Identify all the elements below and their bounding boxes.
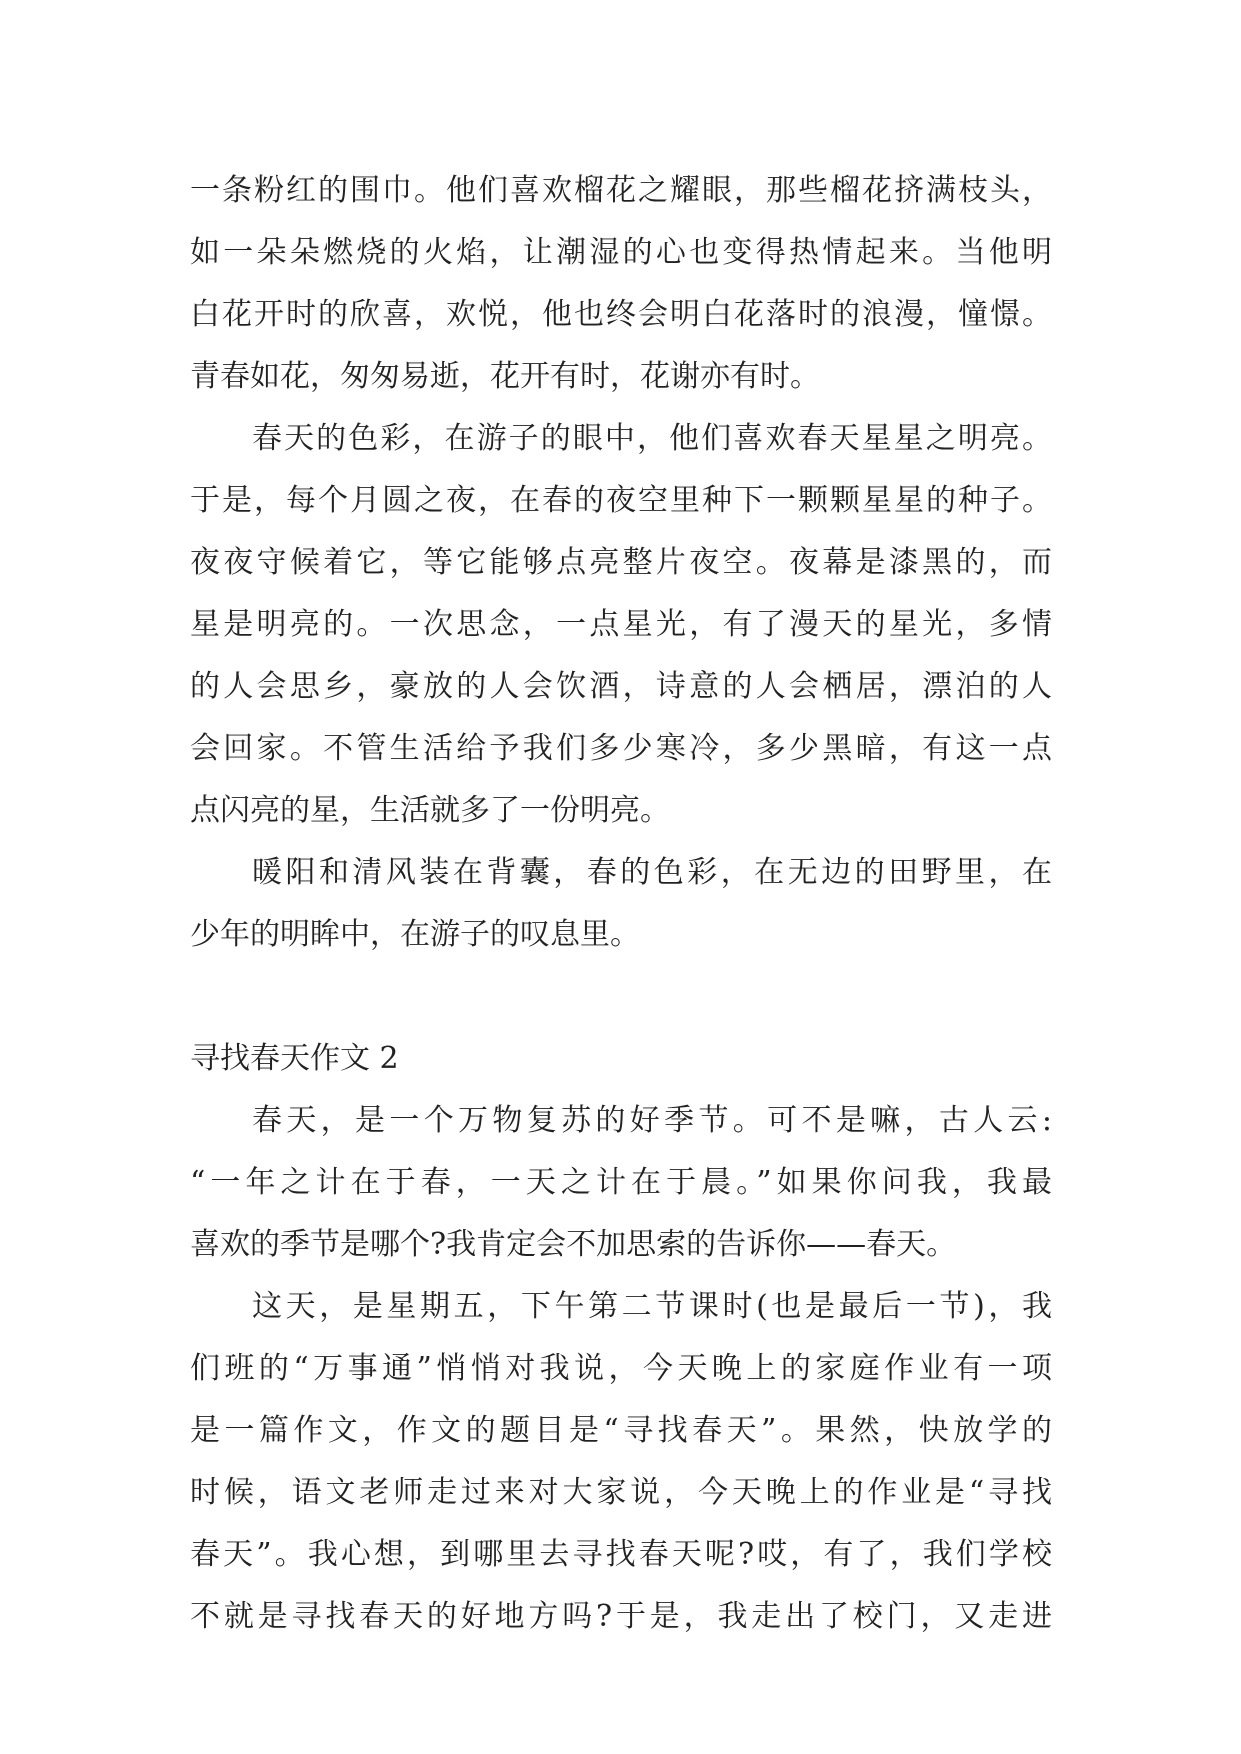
text-line: 如一朵朵燃烧的火焰，让潮湿的心也变得热情起来。当他明: [190, 235, 1052, 270]
text-line: 青春如花，匆匆易逝，花开有时，花谢亦有时。: [190, 359, 820, 394]
text-line: 不就是寻找春天的好地方吗?于是，我走出了校门，又走进: [190, 1599, 1052, 1634]
text-line: 点闪亮的星，生活就多了一份明亮。: [190, 793, 670, 828]
text-line: 一条粉红的围巾。他们喜欢榴花之耀眼，那些榴花挤满枝头，: [190, 173, 1052, 208]
text-line: 白花开时的欣喜，欢悦，他也终会明白花落时的浪漫，憧憬。: [190, 297, 1052, 332]
section-gap: [190, 966, 1052, 1028]
text-line: 春天，是一个万物复苏的好季节。可不是嘛，古人云:: [252, 1103, 1052, 1138]
text-line: 春天的色彩，在游子的眼中，他们喜欢春天星星之明亮。: [252, 421, 1052, 456]
section-heading: 寻找春天作文 2: [190, 1041, 399, 1076]
text-line: 星是明亮的。一次思念，一点星光，有了漫天的星光，多情: [190, 607, 1052, 642]
text-line: “一年之计在于春，一天之计在于晨。”如果你问我，我最: [190, 1165, 1052, 1200]
text-line: 是一篇作文，作文的题目是“寻找春天”。果然，快放学的: [190, 1413, 1052, 1448]
text-line: 夜夜守候着它，等它能够点亮整片夜空。夜幕是漆黑的，而: [190, 545, 1052, 580]
text-line: 于是，每个月圆之夜，在春的夜空里种下一颗颗星星的种子。: [190, 483, 1052, 518]
text-line: 暖阳和清风装在背囊，春的色彩，在无边的田野里，在: [252, 855, 1052, 890]
text-line: 少年的明眸中，在游子的叹息里。: [190, 917, 640, 952]
text-line: 们班的“万事通”悄悄对我说，今天晚上的家庭作业有一项: [190, 1351, 1052, 1386]
text-line: 这天，是星期五，下午第二节课时(也是最后一节)，我: [252, 1289, 1052, 1324]
document-body: [190, 160, 1052, 1648]
text-line: 的人会思乡，豪放的人会饮酒，诗意的人会栖居，漂泊的人: [190, 669, 1052, 704]
text-line: 时候，语文老师走过来对大家说，今天晚上的作业是“寻找: [190, 1475, 1052, 1510]
text-line: 会回家。不管生活给予我们多少寒冷，多少黑暗，有这一点: [190, 731, 1052, 766]
text-line: 春天”。我心想，到哪里去寻找春天呢?哎，有了，我们学校: [190, 1537, 1052, 1572]
text-line: 喜欢的季节是哪个?我肯定会不加思索的告诉你——春天。: [190, 1227, 957, 1262]
